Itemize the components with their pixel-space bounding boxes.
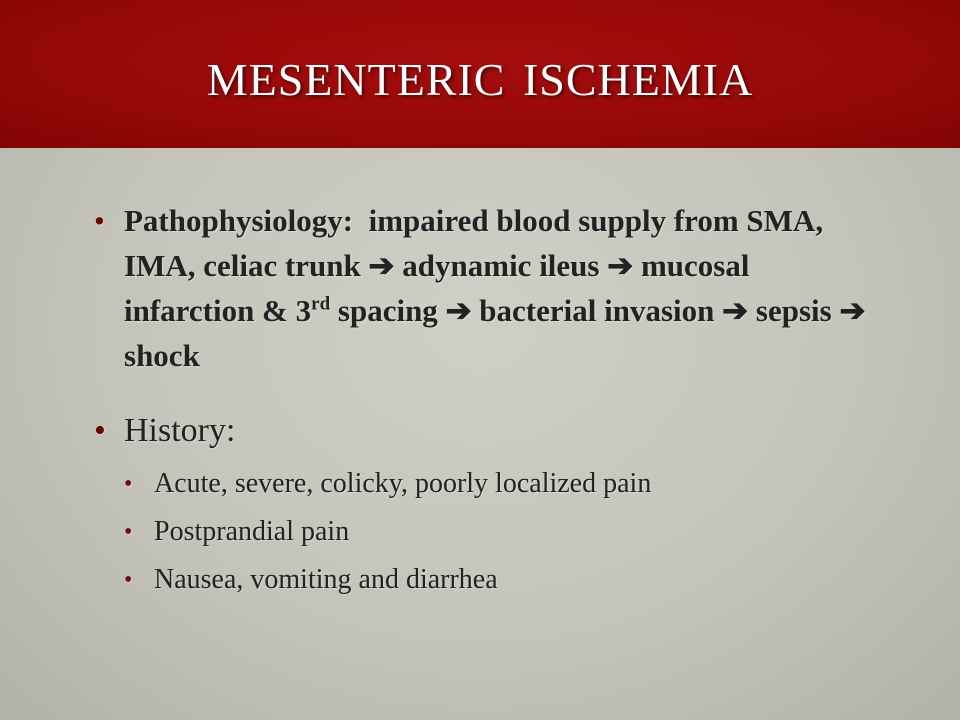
history-item <box>124 467 874 501</box>
history-item <box>124 515 874 549</box>
arrow-right-icon: ➔ <box>722 293 749 328</box>
arrow-right-icon: ➔ <box>839 293 866 328</box>
pathophysiology-text-3: mucosal infarction & 3 <box>124 248 750 328</box>
sub-bullet-dot-icon: • <box>124 471 133 497</box>
pathophysiology-text-6: sepsis <box>755 293 832 328</box>
sub-bullet-dot-icon: • <box>124 519 133 545</box>
arrow-right-icon: ➔ <box>607 248 634 283</box>
pathophysiology-text-2: adynamic ileus <box>402 248 600 283</box>
bullet-pathophysiology <box>94 198 874 378</box>
sub-bullet-dot-icon: • <box>124 567 133 593</box>
slide-content <box>94 198 874 597</box>
history-item-text: Acute, severe, colicky, poorly localized pain <box>154 468 652 499</box>
pathophysiology-label: Pathophysiology: <box>124 203 354 238</box>
arrow-right-icon: ➔ <box>368 248 395 283</box>
bullet-dot-icon: • <box>94 203 105 238</box>
history-label: History: <box>124 412 236 449</box>
arrow-right-icon: ➔ <box>445 293 472 328</box>
pathophysiology-text-5: bacterial invasion <box>479 293 715 328</box>
ordinal-superscript: rd <box>311 293 331 315</box>
title-band <box>0 0 960 148</box>
pathophysiology-text-1: impaired blood supply from SMA, IMA, celiac trunk <box>124 203 824 283</box>
bullet-history <box>94 408 874 453</box>
pathophysiology-text-7: shock <box>124 338 200 373</box>
history-item <box>124 563 874 597</box>
history-item-text: Nausea, vomiting and diarrhea <box>154 564 498 595</box>
history-item-text: Postprandial pain <box>154 516 350 547</box>
pathophysiology-text-4: spacing <box>337 293 438 328</box>
bullet-dot-icon: • <box>94 412 106 449</box>
slide-title: mesenteric ischemia <box>206 37 754 110</box>
